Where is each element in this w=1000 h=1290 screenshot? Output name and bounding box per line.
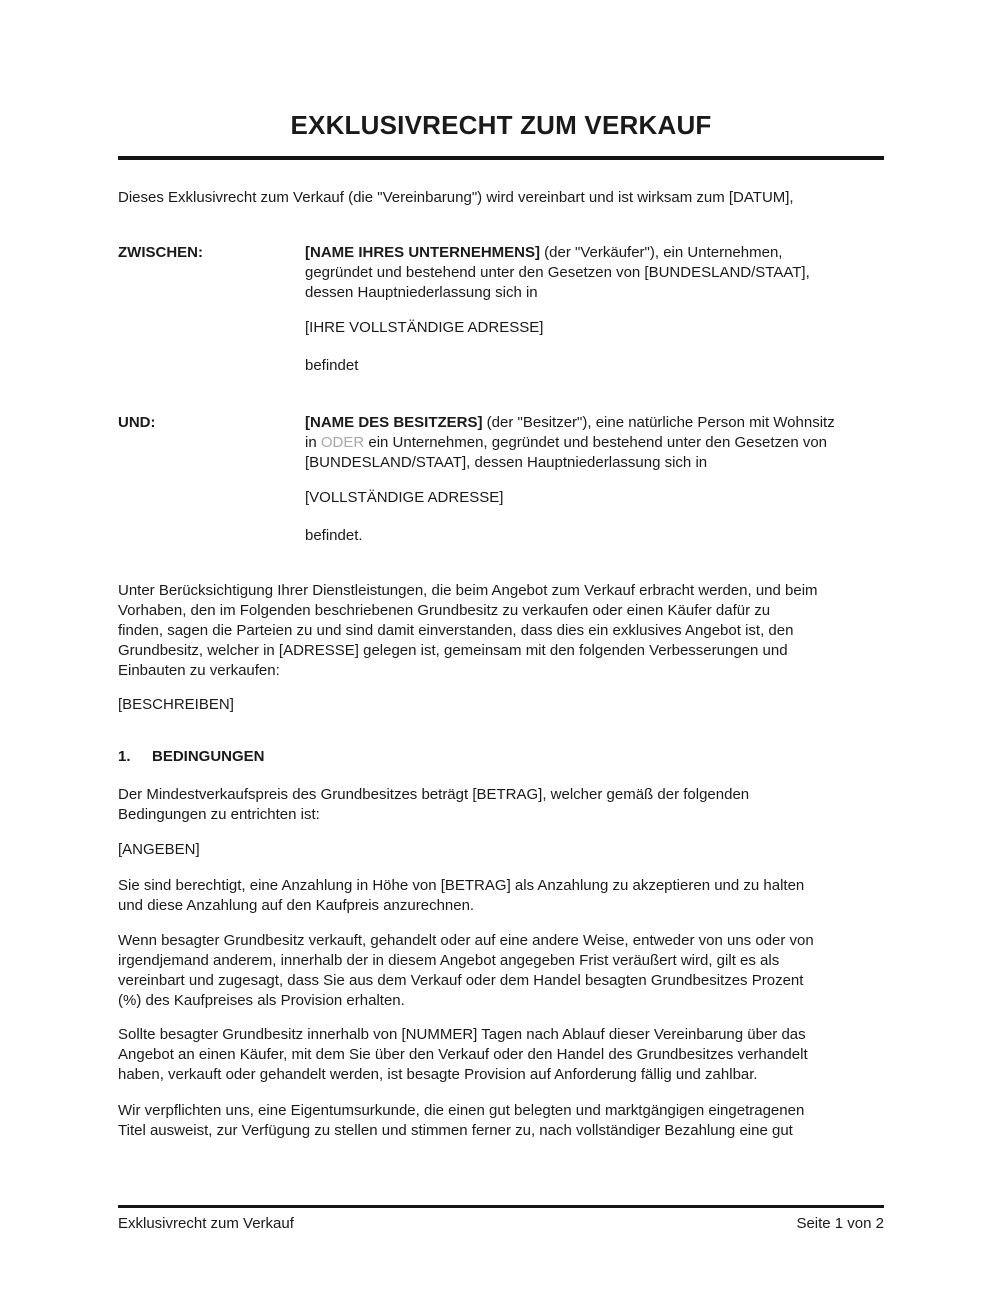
document-content [118, 0, 884, 1141]
party-owner-line2 [305, 433, 884, 453]
consideration-line: finden, sagen die Parteien zu und sind damit einverstanden, dass dies ein exklusives Angebot ist, den [118, 622, 794, 639]
owner-line2-post: ein Unternehmen, gegründet und bestehend unter den Gesetzen von [364, 434, 828, 451]
party-owner-line3: [BUNDESLAND/STAAT], dessen Hauptniederlassung sich in [305, 454, 708, 471]
seller-line1-text: (der "Verkäufer"), ein Unternehmen, [540, 244, 783, 261]
consideration-line: Vorhaben, den im Folgenden beschriebenen Grundbesitz zu verkaufen oder einen Käufer dafür zu [118, 602, 771, 619]
title-rule [118, 156, 884, 160]
footer-page-number: Seite 1 von 2 [796, 1215, 884, 1232]
owner-name-placeholder: [NAME DES BESITZERS] [305, 414, 483, 431]
party-body-seller [305, 243, 884, 376]
party-label-und: UND: [118, 414, 156, 431]
party-owner-line1 [305, 413, 884, 433]
seller-address-placeholder: [IHRE VOLLSTÄNDIGE ADRESSE] [305, 319, 544, 336]
party-body-owner [305, 413, 884, 546]
footer-row [118, 1214, 884, 1234]
party-seller-line2: gegründet und bestehend unter den Gesetzen von [BUNDESLAND/STAAT], [305, 264, 810, 281]
party-seller-line3: dessen Hauptniederlassung sich in [305, 284, 538, 301]
commission-paragraph [118, 931, 884, 1011]
commission-line: (%) des Kaufpreises als Provision erhalten. [118, 992, 405, 1009]
owner-oder-option: ODER [320, 434, 365, 451]
deed-line: Titel ausweist, zur Verfügung zu stellen und stimmen ferner zu, nach vollständiger Bezahlung eine gut [118, 1122, 793, 1139]
party-block-owner [118, 413, 884, 546]
deed-line: Wir verpflichten uns, eine Eigentumsurkunde, die einen gut belegten und marktgängigen eingetragenen [118, 1102, 805, 1119]
price-line: Der Mindestverkaufspreis des Grundbesitzes beträgt [BETRAG], welcher gemäß der folgenden [118, 786, 750, 803]
expiry-line: haben, verkauft oder gehandelt werden, ist besagte Provision auf Anforderung fällig und zahlbar. [118, 1066, 758, 1083]
owner-line1-text: (der "Besitzer"), eine natürliche Person mit Wohnsitz [482, 414, 835, 431]
consideration-line: Grundbesitz, welcher in [ADRESSE] gelegen ist, gemeinsam mit den folgenden Verbesserungen und [118, 642, 788, 659]
specify-placeholder: [ANGEBEN] [118, 841, 200, 858]
commission-line: vereinbart und zugesagt, dass Sie aus dem Verkauf oder dem Handel besagten Grundbesitzes Prozent [118, 972, 804, 989]
section-heading-bedingungen [118, 747, 884, 767]
commission-line: Wenn besagter Grundbesitz verkauft, gehandelt oder auf eine andere Weise, entweder von uns oder von [118, 932, 814, 949]
party-block-seller [118, 243, 884, 376]
owner-closing-word: befindet. [305, 527, 363, 544]
owner-line2-pre: in [305, 434, 321, 451]
owner-address-placeholder: [VOLLSTÄNDIGE ADRESSE] [305, 489, 504, 506]
price-paragraph [118, 785, 884, 825]
deposit-line: und diese Anzahlung auf den Kaufpreis anzurechnen. [118, 897, 475, 914]
expiry-line: Angebot an einen Käufer, mit dem Sie über den Verkauf oder den Handel des Grundbesitzes verhandelt [118, 1046, 808, 1063]
section-title: BEDINGUNGEN [152, 748, 265, 765]
commission-line: irgendjemand anderem, innerhalb der in diesem Angebot angegeben Frist veräußert wird, gilt es als [118, 952, 780, 969]
expiry-paragraph [118, 1025, 884, 1085]
price-line: Bedingungen zu entrichten ist: [118, 806, 320, 823]
document-title: EXKLUSIVRECHT ZUM VERKAUF [290, 110, 712, 140]
page-footer [118, 1205, 884, 1234]
party-label-zwischen: ZWISCHEN: [118, 244, 203, 261]
seller-closing-word: befindet [305, 357, 359, 374]
section-number: 1. [118, 748, 131, 765]
seller-name-placeholder: [NAME IHRES UNTERNEHMENS] [305, 244, 541, 261]
consideration-line: Einbauten zu verkaufen: [118, 662, 280, 679]
party-seller-line1 [305, 243, 884, 263]
consideration-paragraph [118, 581, 884, 681]
describe-placeholder: [BESCHREIBEN] [118, 696, 234, 713]
expiry-line: Sollte besagter Grundbesitz innerhalb von [NUMMER] Tagen nach Ablauf dieser Vereinbarung über das [118, 1026, 806, 1043]
footer-document-title: Exklusivrecht zum Verkauf [118, 1215, 294, 1232]
deposit-paragraph [118, 876, 884, 916]
consideration-line: Unter Berücksichtigung Ihrer Dienstleistungen, die beim Angebot zum Verkauf erbracht werden, und beim [118, 582, 818, 599]
deed-paragraph [118, 1101, 884, 1141]
footer-rule [118, 1205, 884, 1208]
intro-paragraph: Dieses Exklusivrecht zum Verkauf (die "Vereinbarung") wird vereinbart und ist wirksam zum [DATUM], [118, 189, 794, 206]
deposit-line: Sie sind berechtigt, eine Anzahlung in Höhe von [BETRAG] als Anzahlung zu akzeptieren und zu halten [118, 877, 805, 894]
